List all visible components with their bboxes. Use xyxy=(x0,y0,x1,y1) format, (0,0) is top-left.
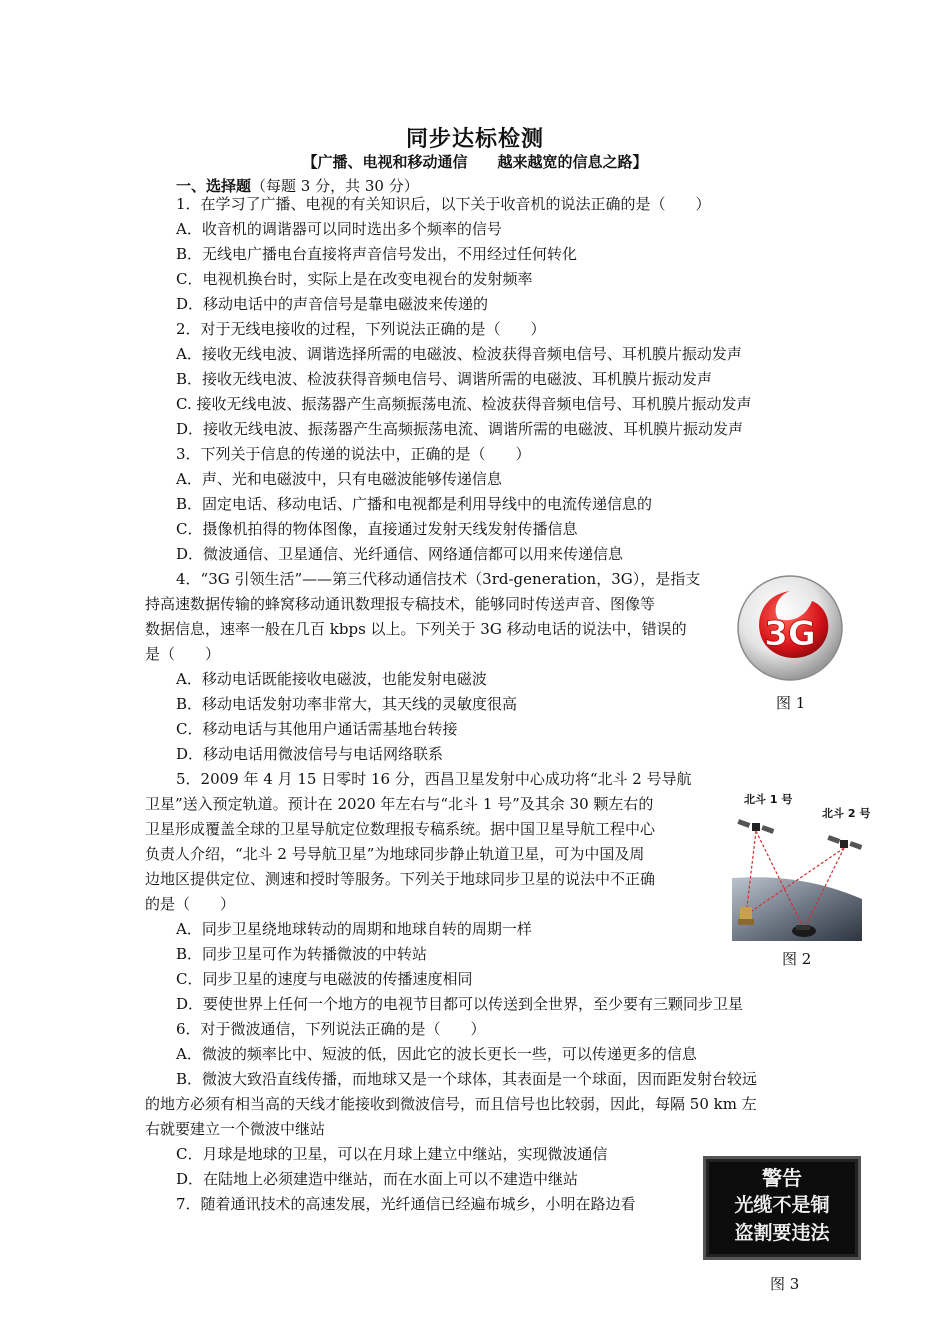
text-line: B．同步卫星可作为转播微波的中转站 xyxy=(176,945,428,963)
text-line: 3．下列关于信息的传递的说法中，正确的是（ ） xyxy=(176,445,531,463)
warning-title: 警告 xyxy=(762,1166,802,1190)
figure-3-warning-sign xyxy=(703,1156,861,1260)
text-line: C．月球是地球的卫星，可以在月球上建立中继站，实现微波通信 xyxy=(176,1145,608,1163)
text-line: B．无线电广播电台直接将声音信号发出，不用经过任何转化 xyxy=(176,245,578,263)
text-line: D．要使世界上任何一个地方的电视节目都可以传送到全世界，至少要有三颗同步卫星 xyxy=(176,995,744,1013)
text-line: B．接收无线电波、检波获得音频电信号、调谐所需的电磁波、耳机膜片振动发声 xyxy=(176,370,713,388)
car-icon xyxy=(792,925,816,937)
text-line: A．收音机的调谐器可以同时选出多个频率的信号 xyxy=(176,220,502,238)
label-beidou-1: 北斗 1 号 xyxy=(744,793,793,806)
text-line: C．移动电话与其他用户通话需基地台转接 xyxy=(176,720,458,738)
text-line: 持高速数据传输的蜂窝移动通讯数理报专稿技术，能够同时传送声音、图像等 xyxy=(145,595,656,613)
ground-station-icon xyxy=(738,907,754,925)
text-line: 的地方必须有相当高的天线才能接收到微波信号，而且信号也比较弱，因此，每隔 50 km 左 xyxy=(145,1095,757,1113)
text-line: B．固定电话、移动电话、广播和电视都是利用导线中的电流传递信息的 xyxy=(176,495,653,513)
text-line: 是（ ） xyxy=(145,645,221,663)
text-line: A．接收无线电波、调谐选择所需的电磁波、检波获得音频电信号、耳机膜片振动发声 xyxy=(176,345,742,363)
text-line: D．接收无线电波、振荡器产生高频振荡电流、调谐所需的电磁波、耳机膜片振动发声 xyxy=(176,420,744,438)
text-line: 1．在学习了广播、电视的有关知识后，以下关于收音机的说法正确的是（ ） xyxy=(176,195,711,213)
warning-line-2: 盗割要违法 xyxy=(734,1222,830,1244)
figure-2-satellites xyxy=(732,783,877,943)
text-line: 卫星形成覆盖全球的卫星导航定位数理报专稿系统。据中国卫星导航工程中心 xyxy=(145,820,656,838)
section-head-note: （每题 3 分，共 30 分） xyxy=(251,177,419,195)
text-line: D．微波通信、卫星通信、光纤通信、网络通信都可以用来传递信息 xyxy=(176,545,624,563)
text-line: 数据信息，速率一般在几百 kbps 以上。下列关于 3G 移动电话的说法中，错误的 xyxy=(145,620,687,638)
page-title: 同步达标检测 xyxy=(405,127,544,152)
text-line: C．摄像机拍得的物体图像，直接通过发射天线发射传播信息 xyxy=(176,520,578,538)
text-line: 负责人介绍，“北斗 2 号导航卫星”为地球同步静止轨道卫星，可为中国及周 xyxy=(145,845,645,863)
text-line: 2．对于无线电接收的过程，下列说法正确的是（ ） xyxy=(176,320,546,338)
text-line: B．移动电话发射功率非常大，其天线的灵敏度很高 xyxy=(176,695,518,713)
text-line: 边地区提供定位、测速和授时等服务。下列关于地球同步卫星的说法中不正确 xyxy=(145,870,656,888)
figure-3-caption: 图 3 xyxy=(770,1275,800,1293)
label-beidou-2: 北斗 2 号 xyxy=(822,807,871,820)
text-line: D．在陆地上必须建造中继站，而在水面上可以不建造中继站 xyxy=(176,1170,579,1188)
text-line: A．同步卫星绕地球转动的周期和地球自转的周期一样 xyxy=(176,920,532,938)
text-line: 7．随着通讯技术的高速发展，光纤通信已经遍布城乡，小明在路边看 xyxy=(176,1195,636,1213)
text-line: 4．“3G 引领生活”——第三代移动通信技术（3rd-generation，3G），是指支 xyxy=(176,570,701,588)
text-line: A．声、光和电磁波中，只有电磁波能够传递信息 xyxy=(176,470,502,488)
text-line: 6．对于微波通信，下列说法正确的是（ ） xyxy=(176,1020,486,1038)
text-line: B．微波大致沿直线传播，而地球又是一个球体，其表面是一个球面，因而距发射台较远 xyxy=(176,1070,758,1088)
section-head-label: 一、选择题 xyxy=(176,177,252,195)
figure-2-caption: 图 2 xyxy=(782,950,812,968)
figure-1-3g-logo xyxy=(732,573,848,683)
text-line: C．同步卫星的速度与电磁波的传播速度相同 xyxy=(176,970,473,988)
text-line: 的是（ ） xyxy=(145,895,236,913)
text-line: D．移动电话中的声音信号是靠电磁波来传递的 xyxy=(176,295,489,313)
text-line: C. 接收无线电波、振荡器产生高频振荡电流、检波获得音频电信号、耳机膜片振动发声 xyxy=(176,395,752,413)
page-subtitle: 【广播、电视和移动通信 越来越宽的信息之路】 xyxy=(302,153,648,171)
warning-line-1: 光缆不是铜 xyxy=(734,1194,830,1216)
text-line: A．移动电话既能接收电磁波，也能发射电磁波 xyxy=(176,670,487,688)
logo-3g-text: 3G xyxy=(764,614,816,654)
text-line: 5．2009 年 4 月 15 日零时 16 分，西昌卫星发射中心成功将“北斗 2 号导航 xyxy=(176,770,692,788)
figure-1-caption: 图 1 xyxy=(776,694,806,712)
text-line: C．电视机换台时，实际上是在改变电视台的发射频率 xyxy=(176,270,533,288)
text-line: 卫星”送入预定轨道。预计在 2020 年左右与“北斗 1 号”及其余 30 颗左右的 xyxy=(145,795,654,813)
text-line: 右就要建立一个微波中继站 xyxy=(145,1120,326,1138)
text-line: D．移动电话用微波信号与电话网络联系 xyxy=(176,745,444,763)
text-line: A．微波的频率比中、短波的低，因此它的波长更长一些，可以传递更多的信息 xyxy=(176,1045,697,1063)
